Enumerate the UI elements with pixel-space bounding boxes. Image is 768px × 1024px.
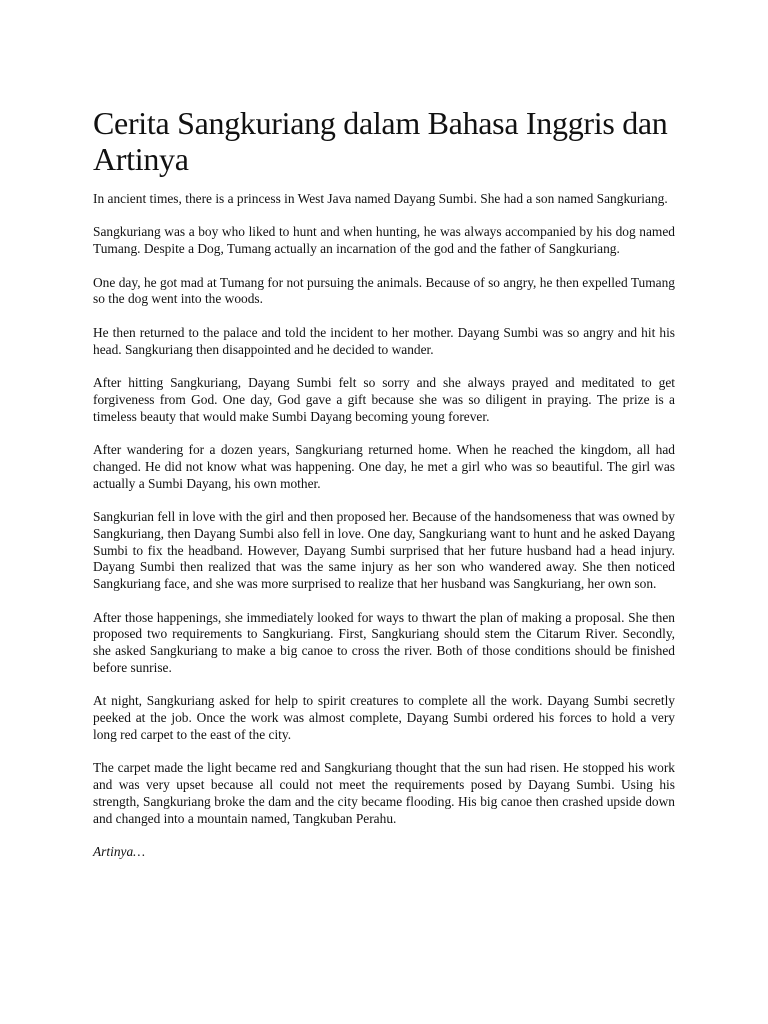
document-page — [93, 105, 675, 861]
paragraph-8: After those happenings, she immediately looked for ways to thwart the plan of making a proposal. She then proposed two requirements to Sangkuriang. First, Sangkuriang should stem the Citarum River. Secondly, she asked Sangkuriang to make a big canoe to cross the river. Both of those conditions should be finished before sunrise. — [93, 609, 675, 675]
paragraph-4: He then returned to the palace and told the incident to her mother. Dayang Sumbi was so angry and hit his head. Sangkuriang then disappointed and he decided to wander. — [93, 324, 675, 357]
paragraph-2: Sangkuriang was a boy who liked to hunt and when hunting, he was always accompanied by his dog named Tumang. Despite a Dog, Tumang actually an incarnation of the god and the father of Sangkuriang. — [93, 224, 675, 257]
paragraph-7: Sangkurian fell in love with the girl and then proposed her. Because of the handsomeness that was owned by Sangkuriang, then Dayang Sumbi also fell in love. One day, Sangkuriang want to hunt and he asked Dayang Sumbi to fix the headband. However, Dayang Sumbi surprised that her future husband had a head injury. Dayang Sumbi then realized that was the same injury as her son who wandered away. She then noticed Sangkuriang face, and she was more surprised to realize that her husband was Sangkuriang, her own son. — [93, 508, 675, 592]
paragraph-10: The carpet made the light became red and Sangkuriang thought that the sun had risen. He stopped his work and was very upset because all could not meet the requirements posed by Dayang Sumbi. Using his strength, Sangkuriang broke the dam and the city became flooding. His big canoe then crashed upside down and changed into a mountain named, Tangkuban Perahu. — [93, 760, 675, 826]
paragraph-1: In ancient times, there is a princess in West Java named Dayang Sumbi. She had a son named Sangkuriang. — [93, 191, 668, 206]
paragraph-3: One day, he got mad at Tumang for not pursuing the animals. Because of so angry, he then expelled Tumang so the dog went into the woods. — [93, 274, 675, 307]
paragraph-6: After wandering for a dozen years, Sangkuriang returned home. When he reached the kingdom, all had changed. He did not know what was happening. One day, he met a girl who was so beautiful. The girl was actually a Sumbi Dayang, his own mother. — [93, 441, 675, 491]
paragraph-9: At night, Sangkuriang asked for help to spirit creatures to complete all the work. Dayang Sumbi secretly peeked at the job. Once the work was almost complete, Dayang Sumbi ordered his forces to hold a very long red carpet to the east of the city. — [93, 693, 675, 742]
closing-label: Artinya… — [93, 844, 146, 860]
paragraph-5: After hitting Sangkuriang, Dayang Sumbi felt so sorry and she always prayed and meditated to get forgiveness from God. One day, God gave a gift because she was so diligent in praying. The prize is a timeless beauty that would make Sumbi Dayang becoming young forever. — [93, 374, 675, 424]
page-title: Cerita Sangkuriang dalam Bahasa Inggris dan Artinya — [93, 105, 668, 177]
